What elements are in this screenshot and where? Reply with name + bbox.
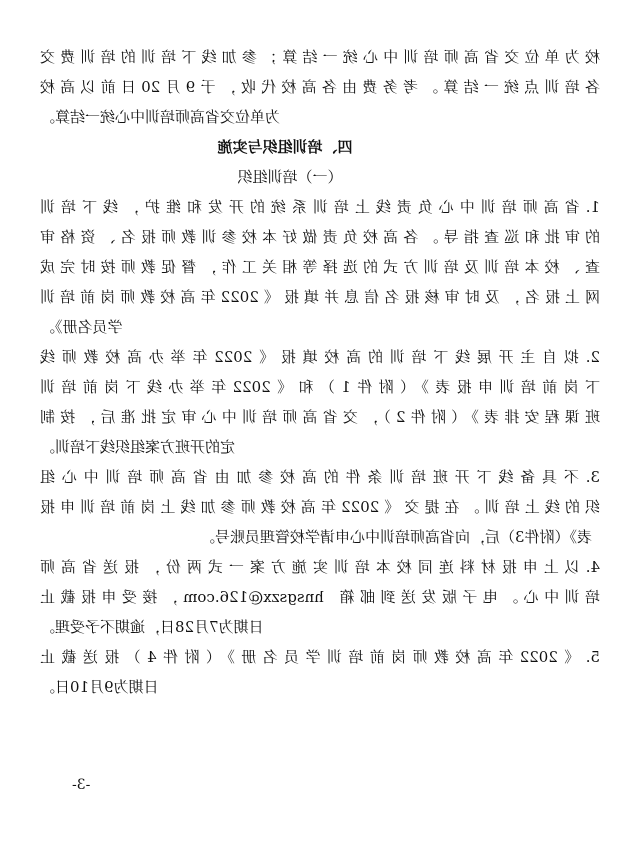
line-text: 日期为9月10日。 (40, 678, 159, 696)
line-text: 为单位交省高师培训中心统一结算。 (40, 108, 281, 126)
line-text: 2.拟自主开展线下培训的高校填报《2022年举办高校教师线 (40, 348, 600, 366)
paragraph-line (40, 522, 600, 552)
paragraph-line (40, 282, 600, 312)
line-text: 1.省高师培训中心负责线上培训系统的开发和维护，线下培训 (40, 198, 600, 216)
paragraph-line (40, 492, 600, 522)
line-text: 各培训点统一结算。考务费由各高校代收，于9月20日前以高校 (40, 78, 600, 96)
line-text: 织的线上培训。在提交《2022年高校教师参加线上岗前培训申报 (40, 498, 600, 516)
paragraph-line (40, 102, 600, 132)
paragraph-line (40, 222, 600, 252)
paragraph-line (40, 72, 600, 102)
paragraph-line (40, 552, 600, 582)
subsection-heading-text: （一）培训组织 (237, 168, 343, 186)
line-text: 学员名册》。 (40, 318, 123, 336)
paragraph-line (40, 312, 600, 342)
line-text: 日期为7月28日，逾期不予受理。 (40, 618, 264, 636)
paragraph-line (40, 342, 600, 372)
line-text: 下岗前培训申报表》（附件1）和《2022年举办线下岗前培训 (40, 378, 600, 396)
line-text: 培训中心。电子版发送到邮箱 hnsgszx@126.com，接受申报截止 (40, 588, 600, 606)
paragraph-line (40, 42, 600, 72)
line-text: 班课程安排表》（附件2），交省高师培训中心审定批准后，按制 (40, 408, 600, 426)
paragraph-line (40, 192, 600, 222)
line-text: 查、校本培训及培训方式的选择等相关工作，督促教师按时完成 (40, 258, 600, 276)
page-number: -3- (72, 777, 91, 793)
line-text: 定的开班方案组织线下培训。 (40, 438, 236, 456)
paragraph-line (40, 252, 600, 282)
subsection-heading (40, 162, 600, 192)
paragraph-line (40, 612, 600, 642)
document-body (40, 42, 600, 702)
line-text: 3.不具备线下开班培训条件的高校参加由省高师培训中心组 (40, 468, 600, 486)
paragraph-line (40, 642, 600, 672)
paragraph-line (40, 372, 600, 402)
paragraph-line (40, 582, 600, 612)
line-text: 4.以上申报材料连同校本培训实施方案一式两份，报送省高师 (40, 558, 600, 576)
paragraph-line (40, 402, 600, 432)
line-text: 校为单位交省高师培训中心统一结算；参加线下培训的培训费交 (40, 48, 600, 66)
paragraph-line (40, 462, 600, 492)
section-heading-text: 四、培训组织与实施 (217, 138, 353, 156)
line-text: 的审批和巡查指导。各高校负责做好本校参训教师报名、资格审 (40, 228, 600, 246)
line-text: 网上报名，及时审核报名信息并填报《2022年高校教师岗前培训 (40, 288, 600, 306)
section-heading (40, 132, 600, 162)
line-text: 表》（附件3）后，向省高师培训中心申请学校管理员账号。 (199, 528, 592, 546)
line-text: 5.《2022年高校教师岗前培训学员名册》（附件4）报送截止 (40, 648, 600, 666)
paragraph-line (40, 432, 600, 462)
paragraph-line (40, 672, 600, 702)
